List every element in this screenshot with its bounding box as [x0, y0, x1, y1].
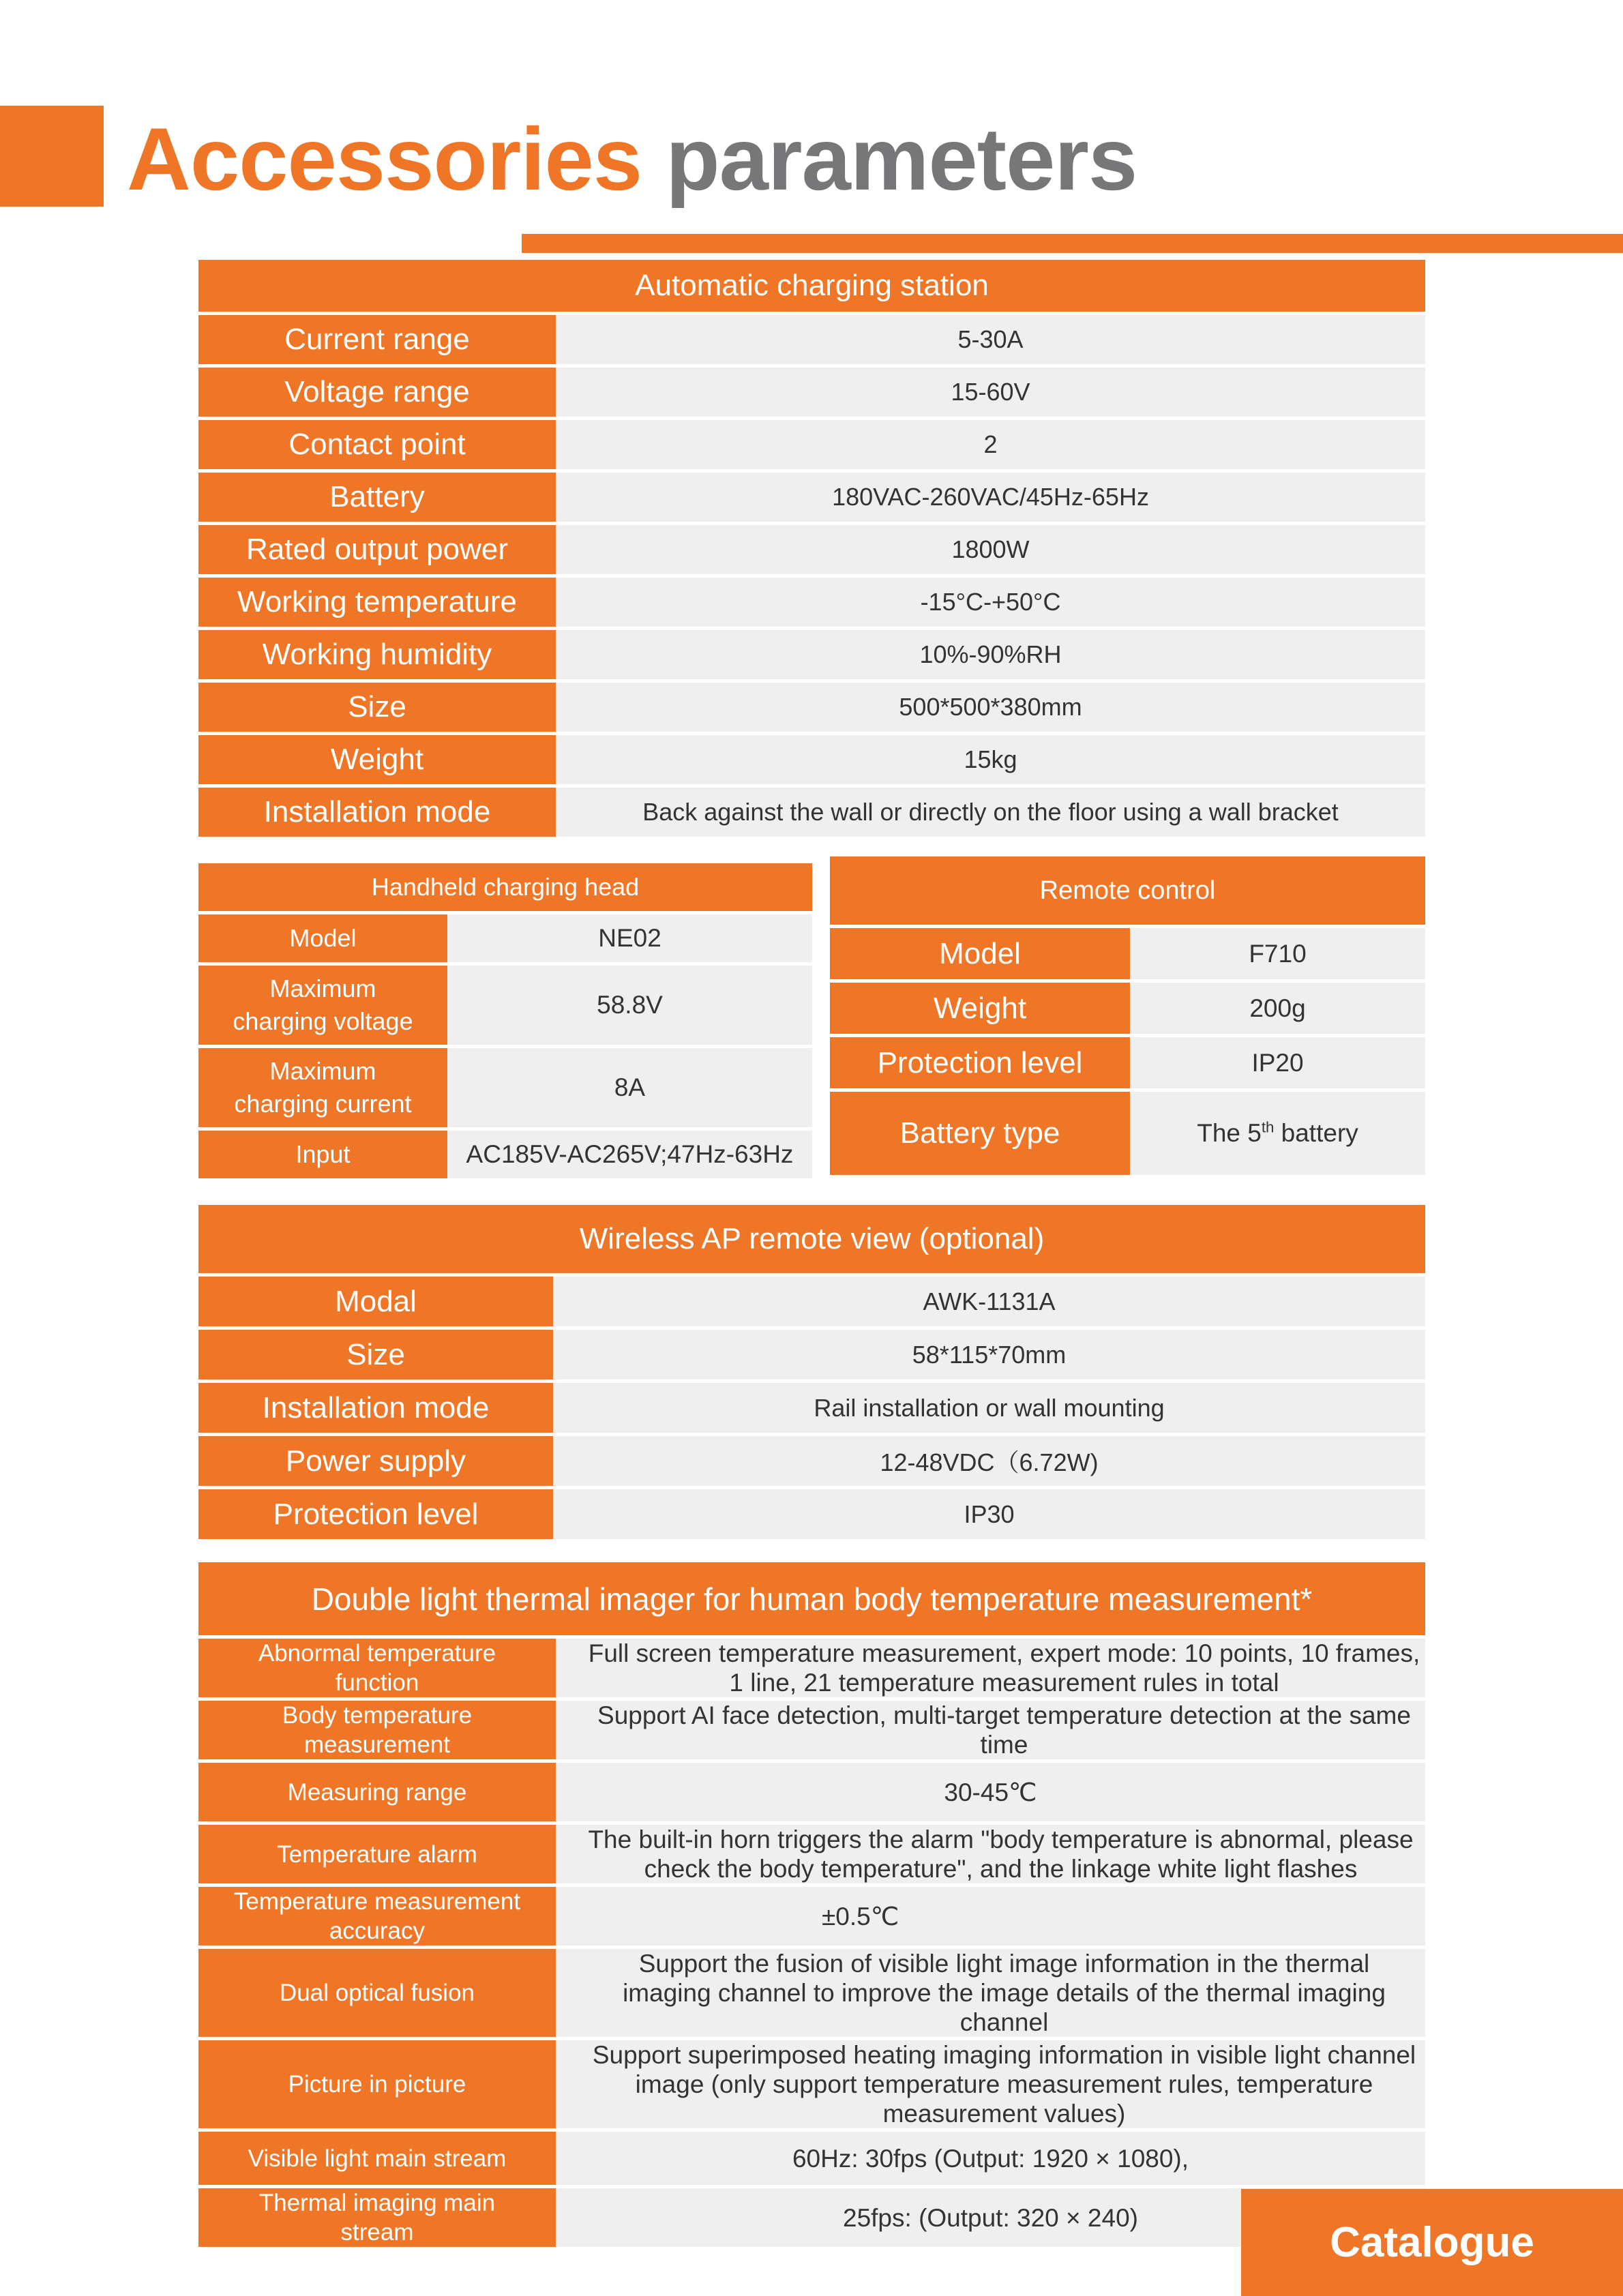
row-value: 60Hz: 30fps (Output: 1920 × 1080),	[556, 2132, 1425, 2185]
table-row	[830, 1037, 1425, 1088]
table-row	[198, 315, 1425, 364]
row-value: ±0.5℃	[556, 1887, 1425, 1945]
row-label: Working humidity	[198, 630, 556, 679]
table-row	[830, 983, 1425, 1034]
table-row	[198, 914, 812, 962]
page-title	[127, 108, 1137, 210]
row-value: 58*115*70mm	[553, 1330, 1425, 1380]
row-label: Installation mode	[198, 788, 556, 837]
row-label: Protection level	[830, 1037, 1130, 1088]
row-label: Power supply	[198, 1436, 553, 1486]
wireless-ap-header: Wireless AP remote view (optional)	[198, 1205, 1425, 1273]
table-row	[198, 2040, 1425, 2128]
row-value: Back against the wall or directly on the floor using a wall bracket	[556, 788, 1425, 837]
row-value: The built-in horn triggers the alarm "body temperature is abnormal, please check the body temperature", and the linkage white light flashes	[556, 1825, 1425, 1883]
row-value: F710	[1130, 928, 1425, 979]
table-row	[198, 683, 1425, 732]
row-label: Weight	[830, 983, 1130, 1034]
row-value: Support AI face detection, multi-target temperature detection at the same time	[556, 1701, 1425, 1759]
table-row	[198, 966, 812, 1045]
row-value: 5-30A	[556, 315, 1425, 364]
table-row	[198, 788, 1425, 837]
row-label: Body temperature measurement	[198, 1701, 556, 1759]
row-value: 1800W	[556, 525, 1425, 574]
row-value: 180VAC-260VAC/45Hz-65Hz	[556, 473, 1425, 522]
table-row	[198, 735, 1425, 784]
row-label: Size	[198, 683, 556, 732]
row-label: Model	[198, 914, 447, 962]
handheld-charging-head-header: Handheld charging head	[198, 863, 812, 911]
row-label: Measuring range	[198, 1763, 556, 1821]
wireless-ap-table	[198, 1202, 1425, 1542]
row-label: Maximum charging current	[198, 1048, 447, 1127]
table-row	[198, 1330, 1425, 1380]
row-label: Rated output power	[198, 525, 556, 574]
row-label: Temperature measurement accuracy	[198, 1887, 556, 1945]
row-label: Dual optical fusion	[198, 1949, 556, 2037]
row-label: Size	[198, 1330, 553, 1380]
row-label: Maximum charging voltage	[198, 966, 447, 1045]
row-value: IP30	[553, 1489, 1425, 1539]
row-label: Visible light main stream	[198, 2132, 556, 2185]
battery-type-prefix: The 5	[1197, 1119, 1262, 1147]
row-value: Rail installation or wall mounting	[553, 1383, 1425, 1433]
remote-control-table	[830, 853, 1425, 1178]
table-row	[198, 1763, 1425, 1821]
row-value	[1130, 1092, 1425, 1175]
table-row	[198, 1383, 1425, 1433]
table-row	[198, 1825, 1425, 1883]
row-label: Current range	[198, 315, 556, 364]
page-title-word-2: parameters	[666, 109, 1137, 209]
row-label: Battery type	[830, 1092, 1130, 1175]
row-value: 15kg	[556, 735, 1425, 784]
row-label: Protection level	[198, 1489, 553, 1539]
row-value: 8A	[447, 1048, 812, 1127]
row-value: Full screen temperature measurement, expert mode: 10 points, 10 frames, 1 line, 21 temperature measurement rules in total	[556, 1639, 1425, 1697]
row-value: AWK-1131A	[553, 1277, 1425, 1326]
title-underline-bar	[522, 234, 1623, 253]
table-row	[198, 1639, 1425, 1697]
table-row	[198, 1436, 1425, 1486]
row-label: Model	[830, 928, 1130, 979]
row-value: 30-45℃	[556, 1763, 1425, 1821]
table-row	[198, 473, 1425, 522]
battery-type-superscript: th	[1261, 1118, 1275, 1136]
table-row	[198, 1489, 1425, 1539]
row-value: IP20	[1130, 1037, 1425, 1088]
table-row	[198, 578, 1425, 627]
charging-station-header: Automatic charging station	[198, 260, 1425, 312]
charging-station-table	[198, 256, 1425, 840]
title-accent-block	[0, 106, 104, 207]
battery-type-suffix: battery	[1274, 1119, 1358, 1147]
row-label: Input	[198, 1131, 447, 1178]
row-value: 12-48VDC（6.72W)	[553, 1436, 1425, 1486]
table-row	[198, 420, 1425, 469]
table-row	[830, 928, 1425, 979]
row-label: Installation mode	[198, 1383, 553, 1433]
table-row	[198, 630, 1425, 679]
table-row	[198, 1949, 1425, 2037]
table-row	[198, 1048, 812, 1127]
row-label: Battery	[198, 473, 556, 522]
row-value: 200g	[1130, 983, 1425, 1034]
row-value: 2	[556, 420, 1425, 469]
row-label: Weight	[198, 735, 556, 784]
row-value: -15°C-+50°C	[556, 578, 1425, 627]
table-row	[830, 1092, 1425, 1175]
row-label: Contact point	[198, 420, 556, 469]
table-row	[198, 525, 1425, 574]
row-value: AC185V-AC265V;47Hz-63Hz	[447, 1131, 812, 1178]
thermal-imager-header: Double light thermal imager for human body temperature measurement*	[198, 1562, 1425, 1635]
table-row	[198, 2132, 1425, 2185]
table-row	[198, 1887, 1425, 1945]
row-value: Support superimposed heating imaging information in visible light channel image (only support temperature measurement rules, temperature measurement values)	[556, 2040, 1425, 2128]
table-row	[198, 368, 1425, 417]
row-value: 10%-90%RH	[556, 630, 1425, 679]
row-label: Thermal imaging main stream	[198, 2188, 556, 2247]
row-value: 15-60V	[556, 368, 1425, 417]
row-value: 25fps: (Output: 320 × 240)	[556, 2188, 1425, 2247]
row-label: Working temperature	[198, 578, 556, 627]
row-value: 58.8V	[447, 966, 812, 1045]
handheld-charging-head-table	[198, 860, 812, 1182]
thermal-imager-table	[198, 1559, 1425, 2250]
row-label: Abnormal temperature function	[198, 1639, 556, 1697]
table-row	[198, 1277, 1425, 1326]
row-label: Picture in picture	[198, 2040, 556, 2128]
row-label: Modal	[198, 1277, 553, 1326]
row-value: NE02	[447, 914, 812, 962]
catalogue-tab[interactable]: Catalogue	[1241, 2189, 1623, 2296]
row-label: Voltage range	[198, 368, 556, 417]
row-value: 500*500*380mm	[556, 683, 1425, 732]
table-row	[198, 1701, 1425, 1759]
page-title-word-1: Accessories	[127, 109, 642, 209]
table-row	[198, 1131, 812, 1178]
row-value: Support the fusion of visible light image information in the thermal imaging channel to improve the image details of the thermal imaging channel	[556, 1949, 1425, 2037]
remote-control-header: Remote control	[830, 856, 1425, 925]
row-label: Temperature alarm	[198, 1825, 556, 1883]
